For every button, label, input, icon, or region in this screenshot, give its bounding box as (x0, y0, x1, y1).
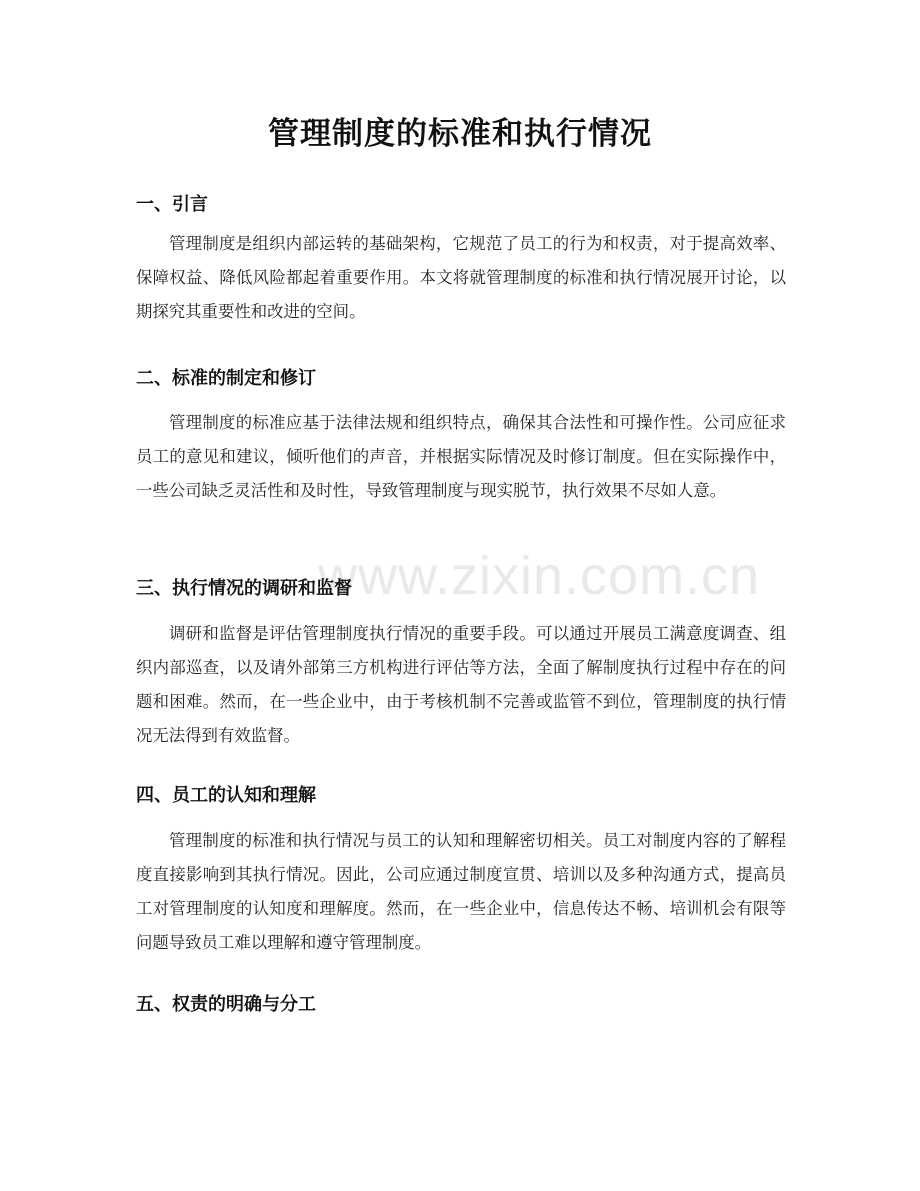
section-heading-1: 一、引言 (136, 194, 208, 215)
section-paragraph-2: 管理制度的标准应基于法律法规和组织特点，确保其合法性和可操作性。公司应征求员工的意见和建议，倾听他们的声音，并根据实际情况及时修订制度。但在实际操作中，一些公司缺乏灵活性和及时性，导致管理制度与现实脱节，执行效果不尽如人意。 (136, 413, 786, 500)
section-heading-3: 三、执行情况的调研和监督 (136, 578, 352, 599)
watermark: www.zixin.com.cn (318, 546, 761, 606)
section-heading-4: 四、员工的认知和理解 (136, 785, 316, 806)
section-paragraph-1: 管理制度是组织内部运转的基础架构，它规范了员工的行为和权责，对于提高效率、保障权益、降低风险都起着重要作用。本文将就管理制度的标准和执行情况展开讨论，以期探究其重要性和改进的空间。 (136, 234, 786, 321)
section-heading-5: 五、权责的明确与分工 (136, 994, 316, 1015)
section-heading-2: 二、标准的制定和修订 (136, 368, 316, 389)
document-title: 管理制度的标准和执行情况 (268, 116, 652, 152)
section-paragraph-4: 管理制度的标准和执行情况与员工的认知和理解密切相关。员工对制度内容的了解程度直接影响到其执行情况。因此，公司应通过制度宣贯、培训以及多种沟通方式，提高员工对管理制度的认知度和理解度。然而，在一些企业中，信息传达不畅、培训机会有限等问题导致员工难以理解和遵守管理制度。 (136, 831, 786, 952)
section-paragraph-3: 调研和监督是评估管理制度执行情况的重要手段。可以通过开展员工满意度调查、组织内部巡查，以及请外部第三方机构进行评估等方法，全面了解制度执行过程中存在的问题和困难。然而，在一些企业中，由于考核机制不完善或监管不到位，管理制度的执行情况无法得到有效监督。 (136, 624, 786, 745)
